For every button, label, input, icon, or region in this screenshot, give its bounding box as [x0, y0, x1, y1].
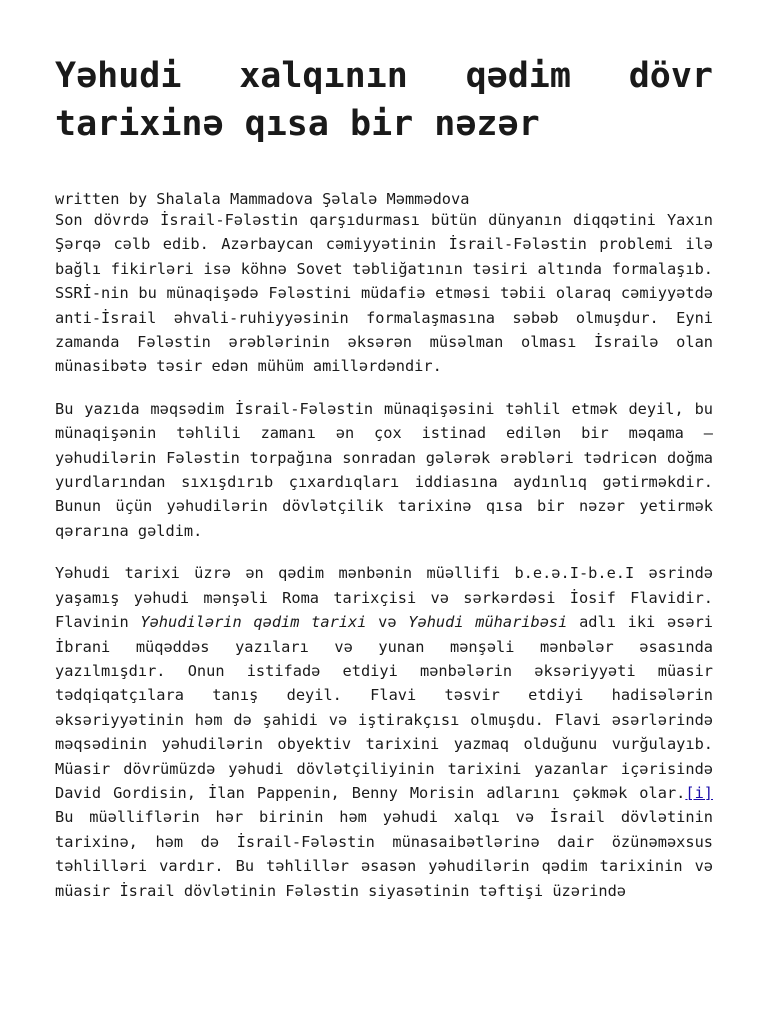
paragraph-3-text-b: və	[366, 613, 409, 632]
paragraph-2: Bu yazıda məqsədim İsrail-Fələstin münaqişəsini təhlil etmək deyil, bu münaqişənin təhlili zamanı ən çox istinad edilən bir məqama – yəhudilərin Fələstin torpağına sonradan gələrək ərəbləri tədricən doğma yurdlarından sıxışdırıb çıxardıqları iddiasına aydınlıq gətirməkdir. Bunun üçün yəhudilərin dövlətçilik tarixinə qısa bir nəzər yetirmək qərarına gəldim.	[55, 399, 713, 540]
paragraph-1: Son dövrdə İsrail-Fələstin qarşıdurması bütün dünyanın diqqətini Yaxın Şərqə cəlb edib. Azərbaycan cəmiyyətinin İsrail-Fələstin problemi ilə bağlı fikirləri isə köhnə Sovet təbliğatının təsiri altında formalaşıb. SSRİ-nin bu münaqişədə Fələstini müdafiə etməsi təbii olaraq cəmiyyətdə anti-İsrail əhvali-ruhiyyəsinin formalaşmasına səbəb olmuşdur. Eyni zamanda Fələstin ərəblərinin əksərən müsəlman olması İsrailə olan münasibətə təsir edən mühüm amillərdəndir.	[55, 211, 713, 376]
article	[55, 52, 713, 921]
book-title-jewish-war: Yəhudi müharibəsi	[408, 613, 568, 632]
footnote-link[interactable]: [i]	[685, 783, 713, 802]
article-byline: written by Shalala Mammadova Şəlalə Məmmədova	[55, 190, 470, 208]
paragraph-3-text-c: adlı iki əsəri İbrani müqəddəs yazıları və yunan mənşəli mənbələr əsasında yazılmışdır. Onun istifadə etdiyi mənbələrin əksəriyyəti müasir tədqiqatçılara tanış deyil. Flavi təsvir etdiyi hadisələrin əksəriyyətinin həm də şahidi və iştirakçısı olmuşdu. Flavi əsərlərində məqsədinin yəhudilərin obyektiv tarixini yazmaq olduğunu vurğulayıb. Müasir dövrümüzdə yəhudi dövlətçiliyinin tarixini yazanlar içərisində David Gordisin, İlan Pappenin, Benny Morisin adlarını çəkmək olar.	[55, 613, 714, 802]
paragraph-3-text-a: Yəhudi tarixi üzrə ən qədim mənbənin müəllifi b.e.ə.I-b.e.I əsrində yaşamış yəhudi mənşəli Roma tarixçisi və sərkərdəsi İosif Flavidir. Flavinin	[55, 564, 713, 632]
paragraph-3	[55, 561, 713, 903]
book-title-ancient-history: Yəhudilərin qədim tarixi	[140, 613, 367, 632]
article-title: Yəhudi xalqının qədim dövr tarixinə qısa bir nəzər	[55, 56, 713, 144]
paragraph-3-text-d: Bu müəlliflərin hər birinin həm yəhudi xalqı və İsrail dövlətinin tarixinə, həm də İsrail-Fələstin münasaibətlərinə dair özünəməxsus təhlilləri vardır. Bu təhlillər əsasən yəhudilərin qədim tarixinin və müasir İsrail dövlətinin Fələstin siyasətinin təftişi üzərində	[55, 808, 713, 900]
